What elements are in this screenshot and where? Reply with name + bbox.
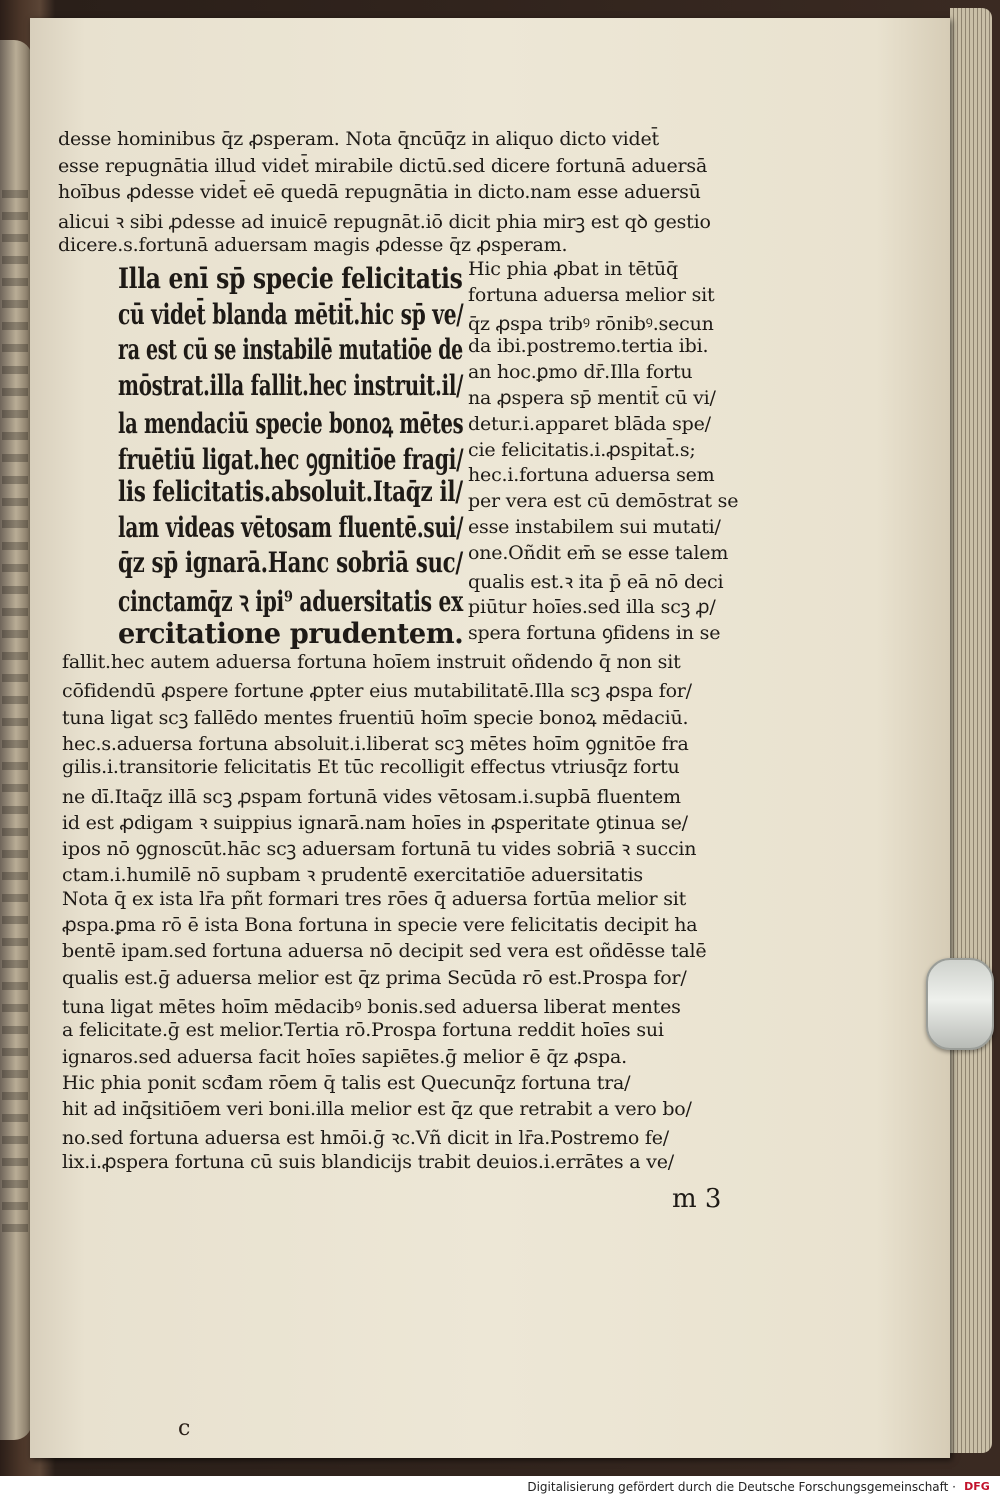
commentary-line: bentē ipam.sed fortuna aduersa nō decipit sed vera est oñdēsse talē — [62, 940, 707, 963]
side-gloss-line: cie felicitatis.i.ꝓspitat̄.s; — [468, 438, 696, 461]
commentary-line: fallit.hec autem aduersa fortuna hoīem instruit oñdendo q̄ non sit — [62, 651, 681, 673]
commentary-line: tuna ligat mētes hoīm mēdacibꝰ bonis.sed aduersa liberat mentes — [62, 995, 681, 1018]
commentary-line: ne dī.Itaq̄z illā scꝫ ꝓspam fortunā vides vētosam.i.supbā fluentem — [62, 785, 681, 808]
main-text-line: cū videt̄ blanda mētit̄.hic sp̄ ve/ — [118, 297, 464, 331]
side-gloss-line: spera fortuna ꝯfidens in se — [468, 622, 721, 645]
previous-leaf-edge — [0, 40, 32, 1440]
main-text-line: lis felicitatis.absoluit.Itaq̄z il/ — [118, 475, 463, 508]
dfg-logo: DFG — [964, 1480, 990, 1493]
commentary-line: no.sed fortuna aduersa est hmōi.ḡ ꝛc.Vñ dicit in lr̄a.Postremo fe/ — [62, 1127, 669, 1150]
side-gloss-line: Hic phia ꝓbat in tētūq̄ — [468, 258, 678, 280]
main-text-line: mōstrat.illa fallit.hec instruit.il/ — [118, 368, 464, 402]
signature-mark: m 3 — [672, 1184, 722, 1214]
main-text-line: la mendaciū specie bonoꝝ mētes — [118, 407, 464, 440]
commentary-line: Hic phia ponit scđam rōem q̄ talis est Quecunq̄z fortuna tra/ — [62, 1071, 631, 1094]
commentary-line: gilis.i.transitorie felicitatis Et tūc recolligit effectus vtriusq̄z fortu — [62, 756, 680, 779]
commentary-line: ipos nō ꝯgnoscūt.hāc scꝫ aduersam fortunā tu vides sobriā ꝛ succin — [62, 838, 697, 861]
funding-notice: Digitalisierung gefördert durch die Deutsche Forschungsgemeinschaft · — [527, 1480, 956, 1494]
commentary-line: cōfidendū ꝓspere fortune ꝓpter eius mutabilitatē.Illa scꝫ ꝓspa for/ — [62, 680, 692, 703]
commentary-line: qualis est.ḡ aduersa melior est q̄z prima Secūda rō est.Prospa for/ — [62, 966, 687, 989]
commentary-top-line: hoībus ꝓdesse videt̄ eē quedā repugnātia in dicto.nam esse aduersū — [58, 181, 701, 203]
commentary-line: id est ꝓdigam ꝛ suippius ignarā.nam hoīes in ꝓsperitate ꝯtinua se/ — [62, 811, 688, 834]
digitization-footer — [0, 1476, 1000, 1499]
side-gloss-line: esse instabilem sui mutati/ — [468, 516, 721, 538]
commentary-line: hit ad inq̄sitiōem veri boni.illa melior est q̄z que retrabit a vero bo/ — [62, 1098, 692, 1121]
main-text-line: Illa enī sp̄ specie felicitatis — [118, 262, 463, 295]
stray-ink-mark: c — [178, 1416, 191, 1441]
commentary-top-line: alicui ꝛ sibi ꝓdesse ad inuicē repugnāt.iō dicit phia mirꝫ est qꝺ gestio — [58, 210, 711, 233]
side-gloss-line: one.Oñdit em̄ se esse talem — [468, 541, 729, 564]
main-text-line: lam videas vētosam fluentē.sui/ — [118, 510, 464, 544]
main-text-line: ra est cū se instabilē mutatiōe de — [118, 333, 463, 366]
side-gloss-line: detur.i.apparet blāda spe/ — [468, 412, 711, 435]
commentary-top-line: dicere.s.fortunā aduersam magis ꝓdesse q̄z ꝓsperam. — [58, 234, 568, 256]
page-stack-edges — [950, 8, 992, 1453]
commentary-line: ctam.i.humilē nō supbam ꝛ prudentē exercitatiōe aduersitatis — [62, 864, 643, 887]
commentary-line: lix.i.ꝓspera fortuna cū suis blandicijs trabit deuios.i.errātes a ve/ — [62, 1150, 674, 1173]
main-text-line: q̄z sp̄ ignarā.Hanc sobriā suc/ — [118, 546, 463, 579]
commentary-top-line: desse hominibus q̄z ꝓsperam. Nota q̄ncūq̄z in aliquo dicto videt̄ — [58, 128, 659, 150]
side-gloss-line: hec.i.fortuna aduersa sem — [468, 464, 715, 487]
side-gloss-line: piūtur hoīes.sed illa scꝫ ꝓ/ — [468, 596, 716, 619]
commentary-line: hec.s.aduersa fortuna absoluit.i.liberat scꝫ mētes hoīm ꝯgnitōe fra — [62, 732, 689, 755]
commentary-line: tuna ligat scꝫ fallēdo mentes fruentiū hoīm specie bonoꝝ mēdaciū. — [62, 706, 689, 729]
side-gloss-line: qualis est.ꝛ ita p̄ eā nō deci — [468, 570, 724, 593]
commentary-line: Nota q̄ ex ista lr̄a pñt formari tres rōes q̄ aduersa fortūa melior sit — [62, 887, 687, 910]
commentary-line: ignaros.sed aduersa facit hoīes sapiētes.ḡ melior ē q̄z ꝓspa. — [62, 1045, 627, 1068]
main-text-line: fruētiū ligat.hec ꝯgnitiōe fragi/ — [118, 442, 464, 476]
side-gloss-line: q̄z ꝓspa tribꝰ rōnibꝰ.secun — [468, 312, 714, 335]
commentary-line: a felicitate.ḡ est melior.Tertia rō.Prospa fortuna reddit hoīes sui — [62, 1019, 664, 1042]
commentary-top-line: esse repugnātia illud videt̄ mirabile dictū.sed dicere fortunā aduersā — [58, 154, 708, 177]
side-gloss-line: da ibi.postremo.tertia ibi. — [468, 335, 709, 358]
side-gloss-line: per vera est cū demōstrat se — [468, 490, 739, 513]
side-gloss-line: na ꝓspera sp̄ mentit̄ cū vi/ — [468, 387, 716, 409]
side-gloss-line: fortuna aduersa melior sit — [468, 283, 715, 306]
previous-leaf-text — [2, 190, 28, 1240]
bookmark-clip — [926, 958, 994, 1050]
side-gloss-line: an hoc.ꝑmo dr̄.Illa fortu — [468, 361, 693, 384]
main-text-line: ercitatione prudentem. — [118, 617, 464, 650]
commentary-line: ꝓspa.ꝑma rō ē ista Bona fortuna in specie vere felicitatis decipit ha — [62, 914, 698, 936]
main-text-line: cinctamq̄z ꝛ ipi⁹ aduersitatis ex — [118, 584, 463, 618]
